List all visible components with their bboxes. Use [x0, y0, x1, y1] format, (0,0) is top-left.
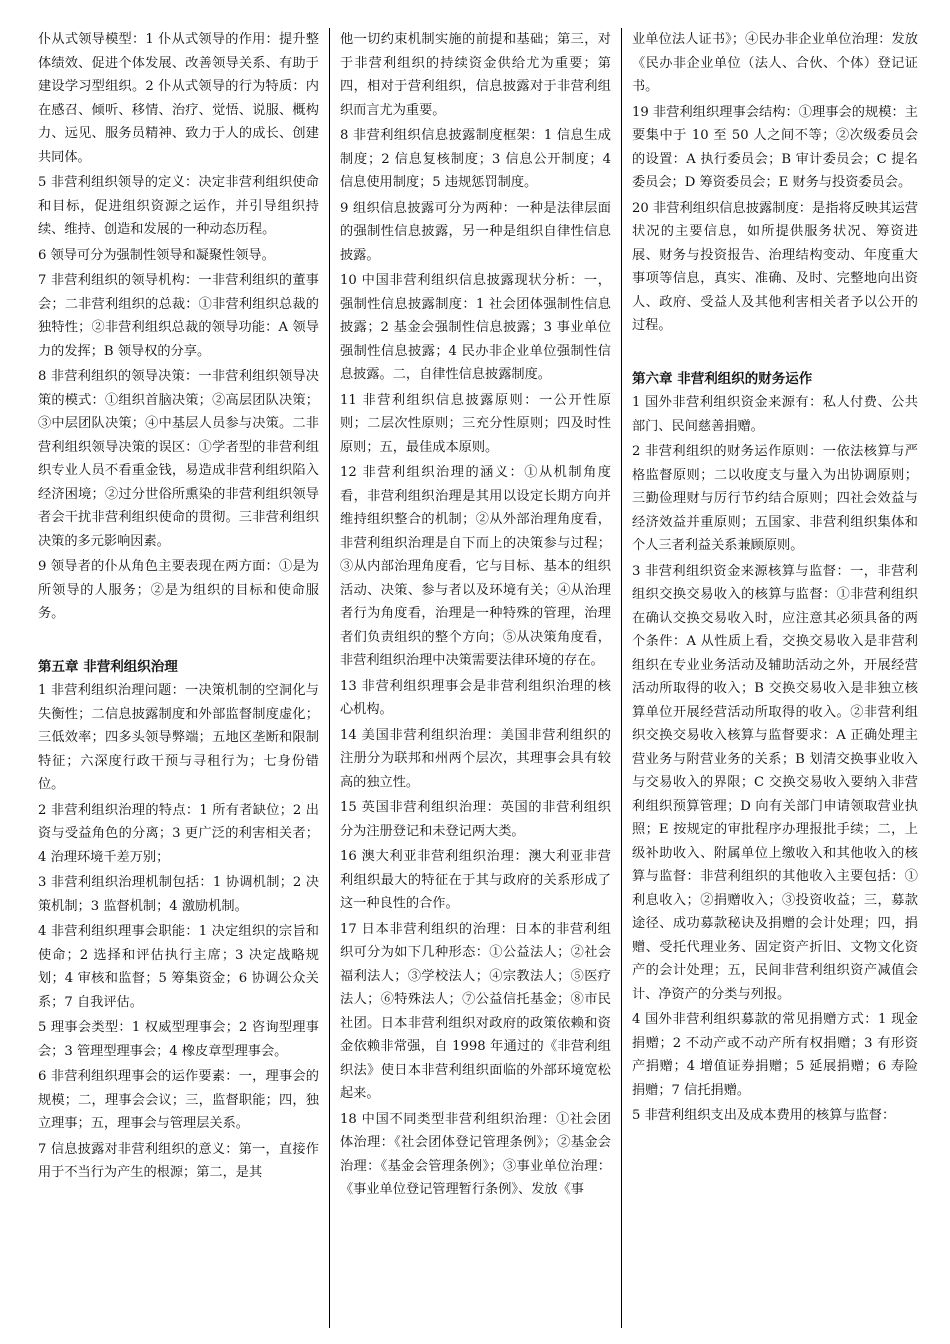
- paragraph: 6 领导可分为强制性领导和凝聚性领导。: [38, 247, 275, 263]
- paragraph: 9 组织信息披露可分为两种：一种是法律层面的强制性信息披露，另一种是组织自律性信息披露。: [340, 200, 611, 263]
- paragraph: 8 非营利组织信息披露制度框架：1 信息生成制度；2 信息复核制度；3 信息公开制度；4 信息使用制度；5 违规惩罚制度。: [340, 128, 611, 190]
- paragraph: 19 非营利组织理事会结构：①理事会的规模：主要集中于 10 至 50 人之间不等；②次级委员会的设置：A 执行委员会；B 审计委员会；C 提名委员会；D 筹资委员会；E 财务与投资委员会。: [632, 104, 918, 190]
- paragraph: 10 中国非营利组织信息披露现状分析：一，强制性信息披露制度：1 社会团体强制性信息披露；2 基金会强制性信息披露；3 事业单位强制性信息披露；4 民办非企业单位强制性信息披露。二，自律性信息披露制度。: [340, 273, 611, 382]
- paragraph: 7 非营利组织的领导机构：一非营利组织的董事会；二非营利组织的总裁：①非营利组织总裁的独特性；②非营利组织总裁的领导功能：A 领导力的发挥；B 领导权的分享。: [38, 273, 319, 359]
- paragraph: 1 国外非营利组织资金来源有：私人付费、公共部门、民间慈善捐赠。: [632, 395, 918, 434]
- column-2: [329, 28, 621, 1328]
- paragraph: 8 非营利组织的领导决策：一非营利组织领导决策的模式：①组织首脑决策；②高层团队决策；③中层团队决策；④中基层人员参与决策。二非营利组织领导决策的误区：①学者型的非营利组织专业人员不看重金钱，易造成非营利组织陷入经济困境；②过分世俗所熏染的非营利组织领导者会干扰非营利组织使命的贯彻。三非营利组织决策的多元影响因素。: [38, 369, 319, 549]
- paragraph: 12 非营利组织治理的涵义：①从机制角度看，非营利组织治理是其用以设定长期方向并维持组织整合的机制；②从外部治理角度看，非营利组织治理是自下而上的决策参与过程；③从内部治理角度看，它与目标、基本的组织活动、决策、参与者以及环境有关；④从治理者行为角度看，治理是一种特殊的管理，治理者们负责组织的整个方向；⑤从决策角度看，非营利组织治理中决策需要法律环境的存在。: [340, 465, 611, 668]
- paragraph: 4 非营利组织理事会职能：1 决定组织的宗旨和使命；2 选择和评估执行主席；3 决定战略规划；4 审核和监督；5 筹集资金；6 协调公众关系；7 自我评估。: [38, 924, 319, 1010]
- paragraph: 5 非营利组织领导的定义：决定非营利组织使命和目标，促进组织资源之运作，并引导组织持续、维持、创造和发展的一种动态历程。: [38, 175, 319, 237]
- document-page: [38, 28, 918, 1328]
- paragraph: 3 非营利组织治理机制包括：1 协调机制；2 决策机制；3 监督机制；4 激励机制。: [38, 875, 319, 914]
- paragraph: 14 美国非营利组织治理：美国非营利组织的注册分为联邦和州两个层次，其理事会具有较高的独立性。: [340, 727, 611, 790]
- paragraph: 1 非营利组织治理问题：一决策机制的空洞化与失衡性；二信息披露制度和外部监督制度虚化；三低效率；四多头领导弊端；五地区垄断和限制特征；六深度行政干预与寻租行为；七身份错位。: [38, 683, 319, 792]
- column-3: [621, 28, 918, 1328]
- paragraph: 15 英国非营利组织治理：英国的非营利组织分为注册登记和未登记两大类。: [340, 800, 611, 839]
- paragraph: 5 理事会类型：1 权威型理事会；2 咨询型理事会；3 管理型理事会；4 橡皮章型理事会。: [38, 1020, 319, 1059]
- paragraph: 17 日本非营利组织的治理：日本的非营利组织可分为如下几种形态：①公益法人；②社会福利法人；③学校法人；④宗教法人；⑤医疗法人；⑥特殊法人；⑦公益信托基金；⑧市民社团。日本非营利组织对政府的政策依赖和资金依赖非常强，自 1998 年通过的《非营利组织法》使日本非营利组织面临的外部环境宽松起来。: [340, 921, 611, 1101]
- paragraph: 9 领导者的仆从角色主要表现在两方面：①是为所领导的人服务；②是为组织的目标和使命服务。: [38, 559, 319, 621]
- chapter-heading: 第六章 非营利组织的财务运作: [632, 370, 813, 387]
- paragraph: 7 信息披露对非营利组织的意义：第一，直接作用于不当行为产生的根源；第二，是其: [38, 1141, 319, 1180]
- paragraph: 3 非营利组织资金来源核算与监督：一，非营利组织交换交易收入的核算与监督：①非营利组织在确认交换交易收入时，应注意其必须具备的两个条件：A 从性质上看，交换交易收入是非营利组织在专业业务活动及辅助活动之外，开展经营活动所取得的收入；B 交换交易收入是非独立核算单位开展经营活动所取得的收入。②非营利组织交换交易收入核算与监督要求：A 正确处理主营业务与附营业务的关系；B 划清交换事业收入与交易收入的界限；C 交换交易收入要纳入非营利组织预算管理；D 向有关部门申请领取营业执照；E 按规定的审批程序办理报批手续；二，上级补助收入、附属单位上缴收入和其他收入的核算与监督：非营利组织的其他收入主要包括：①利息收入；②捐赠收入；③投资收益；三，募款途径、成功募款秘诀及捐赠的会计处理；四，捐赠、受托代理业务、固定资产折旧、文物文化资产的会计处理；五，民间非营利组织资产减值会计、净资产的分类与列报。: [632, 563, 918, 1002]
- paragraph: 他一切约束机制实施的前提和基础；第三，对于非营利组织的持续资金供给尤为重要；第四，相对于营利组织，信息披露对于非营利组织而言尤为重要。: [340, 32, 611, 118]
- paragraph: 6 非营利组织理事会的运作要素：一，理事会的规模；二，理事会会议；三，监督职能；四，独立理事；五，理事会与管理层关系。: [38, 1069, 319, 1131]
- paragraph: 2 非营利组织的财务运作原则：一依法核算与严格监督原则；二以收度支与量入为出协调原则；三勤俭理财与厉行节约结合原则；四社会效益与经济效益并重原则；五国家、非营利组织集体和个人三者利益关系兼顾原则。: [632, 444, 918, 553]
- paragraph: 11 非营利组织信息披露原则：一公开性原则；二层次性原则；三充分性原则；四及时性原则；五，最佳成本原则。: [340, 392, 611, 455]
- paragraph: 业单位法人证书》；④民办非企业单位治理：发放《民办非企业单位（法人、合伙、个体）登记证书。: [632, 32, 918, 94]
- paragraph: 2 非营利组织治理的特点：1 所有者缺位；2 出资与受益角色的分离；3 更广泛的利害相关者；4 治理环境千差万别；: [38, 802, 319, 865]
- paragraph: 13 非营利组织理事会是非营利组织治理的核心机构。: [340, 678, 611, 717]
- paragraph: 4 国外非营利组织募款的常见捐赠方式：1 现金捐赠；2 不动产或不动产所有权捐赠；3 有形资产捐赠；4 增值证券捐赠；5 延展捐赠；6 寿险捐赠；7 信托捐赠。: [632, 1012, 918, 1098]
- paragraph: 5 非营利组织支出及成本费用的核算与监督：: [632, 1108, 896, 1123]
- paragraph: 18 中国不同类型非营利组织治理：①社会团体治理：《社会团体登记管理条例》；②基金会治理：《基金会管理条例》；③事业单位治理：《事业单位登记管理暂行条例》、发放《事: [340, 1111, 611, 1197]
- chapter-heading: 第五章 非营利组织治理: [38, 658, 178, 675]
- paragraph: 16 澳大利亚非营利组织治理：澳大利亚非营利组织最大的特征在于其与政府的关系形成了这一种良性的合作。: [340, 849, 611, 911]
- column-1: [38, 28, 329, 1328]
- paragraph: 20 非营利组织信息披露制度：是指将反映其运营状况的主要信息，如所提供服务状况、筹资进展、财务与投资报告、治理结构变动、年度重大事项等信息，真实、准确、及时、完整地向出资人、政府、受益人及其他利害相关者予以公开的过程。: [632, 200, 918, 333]
- paragraph: 仆从式领导模型：1 仆从式领导的作用：提升整体绩效、促进个体发展、改善领导关系、有助于建设学习型组织。2 仆从式领导的行为特质：内在感召、倾听、移情、治疗、觉悟、说服、概构力、远见、服务员精神、致力于人的成长、创建共同体。: [38, 32, 319, 165]
